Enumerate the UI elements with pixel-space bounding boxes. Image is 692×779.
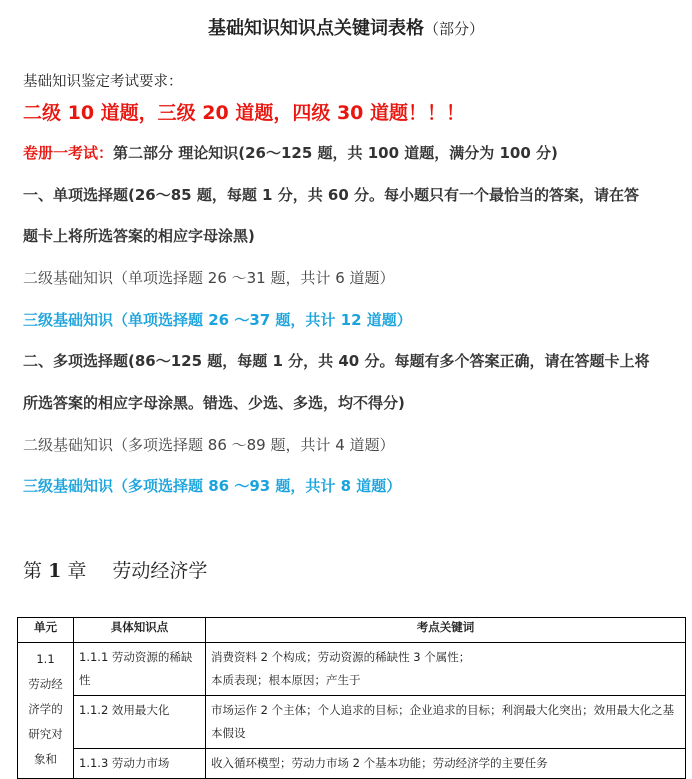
table-row xyxy=(18,696,686,749)
single-choice-level3: 三级基础知识（单项选择题 26 ～37 题，共计 12 道题） xyxy=(23,311,412,329)
exam-label: 卷册一考试： xyxy=(23,144,114,162)
chapter-name: 劳动经济学 xyxy=(112,560,208,582)
chapter-suffix: 章 xyxy=(67,560,87,582)
keywords-cell: 收入循环模型；劳动力市场 2 个基本功能；劳动经济学的主要任务 xyxy=(206,749,686,779)
header-unit: 单元 xyxy=(18,618,74,643)
single-choice-heading-2: 题卡上将所选答案的相应字母涂黑) xyxy=(23,227,255,245)
knowledge-point-cell: 1.1.3 劳动力市场 xyxy=(74,749,206,779)
knowledge-point-cell: 1.1.1 劳动资源的稀缺性 xyxy=(74,643,206,696)
exam-description xyxy=(23,142,558,163)
unit-cell: 1.1 劳动经 济学的 研究对 象和 xyxy=(18,643,74,779)
multi-choice-level2: 二级基础知识（多项选择题 86 ～89 题，共计 4 道题） xyxy=(23,436,395,454)
table-row xyxy=(18,749,686,779)
levels-question-count: 二级 10 道题，三级 20 道题，四级 30 道题！！！ xyxy=(23,102,466,124)
table-row xyxy=(18,643,686,696)
title-subtitle: （部分） xyxy=(423,20,484,38)
chapter-prefix: 第 xyxy=(23,560,43,582)
title-main: 基础知识知识点关键词表格 xyxy=(207,18,424,39)
keywords-cell: 消费资料 2 个构成；劳动资源的稀缺性 3 个属性； 本质表现；根本原因；产生于 xyxy=(206,643,686,696)
single-choice-heading-1: 一、单项选择题(26～85 题，每题 1 分，共 60 分。每小题只有一个最恰当的答案，请在答 xyxy=(23,186,640,204)
chapter-number: 1 xyxy=(48,560,62,582)
page-title xyxy=(0,14,692,40)
keywords-cell: 市场运作 2 个主体；个人追求的目标；企业追求的目标；利润最大化突出；效用最大化之基本假设 xyxy=(206,696,686,749)
single-choice-level2: 二级基础知识（单项选择题 26 ～31 题，共计 6 道题） xyxy=(23,269,395,287)
header-keywords: 考点关键词 xyxy=(206,618,686,643)
knowledge-table xyxy=(17,617,686,779)
multi-choice-heading-2: 所选答案的相应字母涂黑。错选、少选、多选，均不得分) xyxy=(23,394,405,412)
header-knowledge-point: 具体知识点 xyxy=(74,618,206,643)
multi-choice-heading-1: 二、多项选择题(86～125 题，每题 1 分，共 40 分。每题有多个答案正确，请在答题卡上将 xyxy=(23,352,650,370)
knowledge-point-cell: 1.1.2 效用最大化 xyxy=(74,696,206,749)
chapter-heading xyxy=(23,556,207,583)
table-header-row xyxy=(18,618,686,643)
exam-text: 第二部分 理论知识(26～125 题，共 100 道题，满分为 100 分) xyxy=(113,144,558,162)
exam-requirement-intro: 基础知识鉴定考试要求： xyxy=(23,74,183,90)
multi-choice-level3: 三级基础知识（多项选择题 86 ～93 题，共计 8 道题） xyxy=(23,477,402,495)
